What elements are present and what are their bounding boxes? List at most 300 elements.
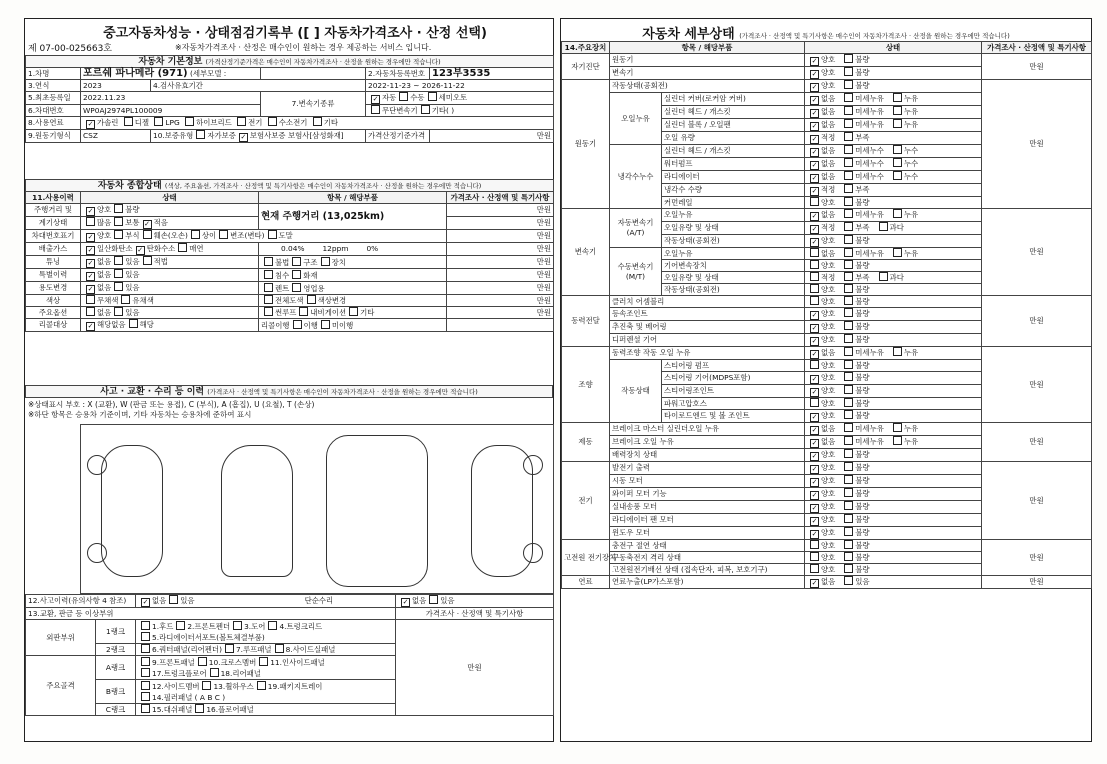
detail-status xyxy=(805,248,982,260)
status-option: 누유 xyxy=(903,424,919,433)
vin-value: WP0AJ2974PL100009 xyxy=(81,105,261,117)
status-option: 양호 xyxy=(821,373,836,382)
checkbox[interactable] xyxy=(264,307,273,316)
device-group: 동력전달 xyxy=(562,296,610,347)
accident-history-table: 12.사고이력(유의사항 4 참조) ✓ 없음 있음 단순수리 ✓ 없음 있음 13.교환, 판금 등 이상부위 가격조사 · 산정액 및 특기사항 외판부위 1랭크 1.후드 2.프론트펜더 3.도어 4.트렁크리드 5.라디에이터서포트(볼트체결부품) 만원 2랭크 6.쿼터패널(리어펜더) 7.루프패널 8.사이드실패널 주요골격 A랭크 9.프론트패널 10.크로스멤버 11.인사이드패널 17.트렁크플로어 18.리어패널 B랭크 12.사이드멤버 13.휠하우스 19.패키지트레이 14.필러패널 ( A B C ) C랭크 15.대쉬패널 16.플로어패널 xyxy=(25,594,554,716)
checkbox[interactable] xyxy=(86,307,95,316)
checkbox[interactable] xyxy=(844,171,853,180)
right-sheet xyxy=(560,18,1092,742)
detail-item: 작동상태(공회전) xyxy=(662,284,805,296)
status-option: 불량 xyxy=(855,515,870,524)
detail-status xyxy=(805,235,982,248)
checkbox[interactable] xyxy=(219,230,228,239)
checkbox[interactable] xyxy=(844,372,853,381)
checkbox[interactable] xyxy=(810,57,819,66)
checkbox[interactable] xyxy=(810,70,819,79)
checkbox[interactable] xyxy=(264,295,273,304)
checkbox[interactable] xyxy=(844,501,853,510)
detail-item: 스티어링 펌프 xyxy=(662,360,805,372)
checkbox[interactable] xyxy=(893,248,902,257)
status-option: 양호 xyxy=(821,322,836,331)
status-option: 불량 xyxy=(855,553,870,562)
checkbox[interactable] xyxy=(810,540,819,549)
checkbox[interactable] xyxy=(893,347,902,356)
checkbox[interactable] xyxy=(143,230,152,239)
first-reg-value: 2022.11.23 xyxy=(81,92,261,105)
checkbox[interactable] xyxy=(810,122,819,131)
validity-value: 2022-11-23 ~ 2026-11-22 xyxy=(366,80,554,92)
checkbox[interactable] xyxy=(810,187,819,196)
detail-item: 오일유량 및 상태 xyxy=(662,272,805,284)
checkbox[interactable] xyxy=(141,704,150,713)
checkbox[interactable] xyxy=(810,478,819,487)
checkbox[interactable] xyxy=(810,491,819,500)
detail-status-table xyxy=(561,41,1092,589)
checkbox[interactable] xyxy=(844,398,853,407)
checkbox[interactable] xyxy=(810,174,819,183)
checkbox[interactable] xyxy=(143,256,152,265)
checkbox[interactable] xyxy=(810,212,819,221)
checkbox[interactable] xyxy=(893,171,902,180)
car-name-label: 1.차명 xyxy=(26,68,81,80)
checkbox[interactable] xyxy=(844,296,853,305)
checkbox[interactable] xyxy=(321,320,330,329)
checkbox[interactable] xyxy=(810,350,819,359)
checkbox[interactable] xyxy=(185,117,194,126)
checkbox[interactable] xyxy=(844,385,853,394)
detail-item: 와이퍼 모터 기능 xyxy=(610,488,805,501)
checkbox[interactable] xyxy=(86,285,95,294)
checkbox[interactable] xyxy=(810,135,819,144)
detail-item: 실린더 블록 / 오일팬 xyxy=(662,119,805,132)
checkbox[interactable] xyxy=(810,517,819,526)
checkbox[interactable] xyxy=(129,319,138,328)
wheel-icon xyxy=(87,455,107,475)
checkbox[interactable] xyxy=(196,130,205,139)
detail-item: 실린더 헤드 / 개스킷 xyxy=(662,106,805,119)
checkbox[interactable] xyxy=(268,117,277,126)
status-option: 불량 xyxy=(855,81,870,90)
checkbox[interactable] xyxy=(810,284,819,293)
checkbox[interactable] xyxy=(429,595,438,604)
checkbox[interactable] xyxy=(810,552,819,561)
checkbox[interactable] xyxy=(810,161,819,170)
checkbox[interactable] xyxy=(844,260,853,269)
checkbox[interactable] xyxy=(844,552,853,561)
checkbox[interactable] xyxy=(844,67,853,76)
status-option: 불량 xyxy=(855,373,870,382)
sub-group: 오일누유 xyxy=(610,93,662,145)
detail-item: 작동상태(공회전) xyxy=(610,80,805,93)
checkbox[interactable] xyxy=(268,230,277,239)
status-option: 미세누유 xyxy=(855,348,884,357)
checkbox[interactable] xyxy=(114,230,123,239)
status-option: 미세누유 xyxy=(855,107,884,116)
checkbox[interactable] xyxy=(844,106,853,115)
checkbox[interactable] xyxy=(844,423,853,432)
col-status: 상태 xyxy=(805,42,982,54)
detail-item: 오일누유 xyxy=(662,209,805,222)
device-group: 제동 xyxy=(562,423,610,462)
price-cell: 만원 xyxy=(982,80,1092,209)
col-usage: 11.사용이력 xyxy=(26,192,81,204)
checkbox[interactable] xyxy=(844,321,853,330)
checkbox[interactable] xyxy=(114,269,123,278)
detail-status xyxy=(805,54,982,67)
checkbox[interactable] xyxy=(141,632,150,641)
checkbox[interactable] xyxy=(844,462,853,471)
checkbox[interactable] xyxy=(399,92,408,101)
status-option: 양호 xyxy=(821,463,836,472)
col-item: 항목 / 해당부품 xyxy=(259,192,447,204)
basic-info-table: 자동차 기본정보 (가격산정기준가격은 매수인이 자동차가격조사 · 산정을 원하는 경우에만 적습니다) 1.차명 포르쉐 파나메라 (971) (세부모델 : 2.자동차등록번호 123부3535 3.연식 2023 4.검사유효기간 2022-11-23 ~ 2026-11-22 5.최초등록일 2022.11.23 7.변속기종류 ✓자동 수동 세미오토 6.차대번호 WP0AJ2974PL100009 무단변속기 기타( ) 8.사용연료 ✓ 가솔린 디젤 LPG 하이브리드 전기 수소전기 기타 9.원동기형식 CSZ 10.보증유형 자가보증✓ 보험사보증 보험사[삼성화재] 가격산정기준가격 만원 xyxy=(25,55,554,143)
checkbox[interactable] xyxy=(191,230,200,239)
detail-status xyxy=(805,334,982,347)
outer-panel-label: 외판부위 xyxy=(26,620,96,656)
checkbox[interactable] xyxy=(810,375,819,384)
checkbox[interactable] xyxy=(844,514,853,523)
checkbox[interactable] xyxy=(264,283,273,292)
checkbox[interactable] xyxy=(810,337,819,346)
checkbox[interactable] xyxy=(844,410,853,419)
checkbox[interactable] xyxy=(257,681,266,690)
checkbox[interactable] xyxy=(810,452,819,461)
checkbox[interactable] xyxy=(237,117,246,126)
checkbox[interactable] xyxy=(233,621,242,630)
status-option: 부족 xyxy=(855,185,870,194)
checkbox[interactable] xyxy=(893,106,902,115)
checkbox[interactable] xyxy=(264,270,273,279)
checkbox[interactable] xyxy=(810,238,819,247)
detail-status xyxy=(805,501,982,514)
detail-item: 등속조인트 xyxy=(610,308,805,321)
base-price-unit: 만원 xyxy=(430,130,554,143)
detail-status xyxy=(805,436,982,449)
detail-title: 자동차 세부상태 (가격조사 · 산정액 및 특기사항은 매수인이 자동차가격조사 · 산정을 원하는 경우에만 적습니다) xyxy=(642,27,1010,42)
checkbox[interactable] xyxy=(401,598,410,607)
checkbox[interactable] xyxy=(844,197,853,206)
status-option: 누수 xyxy=(903,146,919,155)
checkbox[interactable] xyxy=(136,246,145,255)
checkbox[interactable] xyxy=(810,260,819,269)
status-option: 양호 xyxy=(821,386,836,395)
checkbox[interactable] xyxy=(210,668,219,677)
status-option: 양호 xyxy=(821,55,836,64)
checkbox[interactable] xyxy=(844,272,853,281)
checkbox[interactable] xyxy=(893,209,902,218)
checkbox[interactable] xyxy=(893,93,902,102)
detail-row xyxy=(562,540,1092,552)
checkbox[interactable] xyxy=(810,465,819,474)
status-option: 불량 xyxy=(855,565,870,574)
detail-item: 파워고압호스 xyxy=(662,398,805,410)
checkbox[interactable] xyxy=(844,347,853,356)
checkbox[interactable] xyxy=(275,644,284,653)
detail-status xyxy=(805,462,982,475)
detail-item: 클러치 어셈블리 xyxy=(610,296,805,308)
status-option: 없음 xyxy=(821,146,836,155)
checkbox[interactable] xyxy=(810,324,819,333)
document-number: 제 07-00-025663호 xyxy=(28,44,113,54)
sub-group: 작동상태 xyxy=(610,360,662,423)
status-option: 없음 xyxy=(821,107,836,116)
checkbox[interactable] xyxy=(810,504,819,513)
checkbox[interactable] xyxy=(844,564,853,573)
detail-status xyxy=(805,372,982,385)
checkbox[interactable] xyxy=(844,436,853,445)
checkbox[interactable] xyxy=(810,248,819,257)
status-option: 양호 xyxy=(821,399,836,408)
checkbox[interactable] xyxy=(202,681,211,690)
status-option: 불량 xyxy=(855,309,870,318)
checkbox[interactable] xyxy=(844,284,853,293)
year-label: 3.연식 xyxy=(26,80,81,92)
checkbox[interactable] xyxy=(810,225,819,234)
status-option: 양호 xyxy=(821,502,836,511)
status-option: 불량 xyxy=(855,399,870,408)
checkbox[interactable] xyxy=(810,296,819,305)
device-group: 조향 xyxy=(562,347,610,423)
checkbox[interactable] xyxy=(259,657,268,666)
checkbox[interactable] xyxy=(844,527,853,536)
checkbox[interactable] xyxy=(844,235,853,244)
checkbox[interactable] xyxy=(86,246,95,255)
status-option: 없음 xyxy=(821,348,836,357)
form-title: 중고자동차성능 · 상태점검기록부 ([ ] 자동차가격조사 · 산정 선택) xyxy=(103,26,487,41)
detail-item: 발전기 출력 xyxy=(610,462,805,475)
checkbox[interactable] xyxy=(86,207,95,216)
checkbox[interactable] xyxy=(810,579,819,588)
checkbox[interactable] xyxy=(844,80,853,89)
checkbox[interactable] xyxy=(371,105,380,114)
checkbox[interactable] xyxy=(844,145,853,154)
checkbox[interactable] xyxy=(313,117,322,126)
checkbox[interactable] xyxy=(86,272,95,281)
checkbox[interactable] xyxy=(810,398,819,407)
detail-row xyxy=(562,576,1092,589)
checkbox[interactable] xyxy=(810,439,819,448)
checkbox[interactable] xyxy=(810,388,819,397)
detail-status xyxy=(805,475,982,488)
checkbox[interactable] xyxy=(893,436,902,445)
checkbox[interactable] xyxy=(428,92,437,101)
checkbox[interactable] xyxy=(86,217,95,226)
detail-status xyxy=(805,576,982,589)
checkbox[interactable] xyxy=(844,222,853,231)
status-option: 누수 xyxy=(903,159,919,168)
status-option: 없음 xyxy=(821,120,836,129)
checkbox[interactable] xyxy=(239,133,248,142)
checkbox[interactable] xyxy=(810,197,819,206)
checkbox[interactable] xyxy=(292,270,301,279)
detail-row xyxy=(562,54,1092,67)
checkbox[interactable] xyxy=(810,83,819,92)
detail-status xyxy=(805,106,982,119)
checkbox[interactable] xyxy=(893,119,902,128)
car-top-view xyxy=(326,435,428,587)
checkbox[interactable] xyxy=(141,644,150,653)
checkbox[interactable] xyxy=(844,308,853,317)
checkbox[interactable] xyxy=(844,209,853,218)
status-option: 양호 xyxy=(821,411,836,420)
checkbox[interactable] xyxy=(143,220,152,229)
detail-item: 실린더 헤드 / 개스킷 xyxy=(662,145,805,158)
fuel-options: ✓ 가솔린 디젤 LPG 하이브리드 전기 수소전기 기타 xyxy=(81,117,554,130)
checkbox[interactable] xyxy=(178,243,187,252)
vin-label: 6.차대번호 xyxy=(26,105,81,117)
checkbox[interactable] xyxy=(268,621,277,630)
status-option: 미세누유 xyxy=(855,94,884,103)
checkbox[interactable] xyxy=(86,259,95,268)
document-note: ※자동차가격조사 · 산정은 매수인이 원하는 경우 제공하는 서비스 입니다. xyxy=(175,43,432,52)
checkbox[interactable] xyxy=(293,320,302,329)
basic-info-heading: 자동차 기본정보 (가격산정기준가격은 매수인이 자동차가격조사 · 산정을 원하는 경우에만 적습니다) xyxy=(26,56,554,68)
detail-item: 타이로드엔드 및 볼 조인트 xyxy=(662,410,805,423)
checkbox[interactable] xyxy=(198,657,207,666)
legend-note: ※하단 항목은 승용차 기준이며, 기타 자동차는 승용차에 준하여 표시 xyxy=(28,410,252,419)
detail-status xyxy=(805,527,982,540)
checkbox[interactable] xyxy=(893,145,902,154)
checkbox[interactable] xyxy=(844,334,853,343)
status-option: 미세누수 xyxy=(855,172,884,181)
detail-item: 변속기 xyxy=(610,67,805,80)
checkbox[interactable] xyxy=(371,95,380,104)
checkbox[interactable] xyxy=(879,272,888,281)
car-name-value: 포르쉐 파나메라 (971) xyxy=(83,67,188,79)
checkbox[interactable] xyxy=(810,272,819,281)
checkbox[interactable] xyxy=(844,93,853,102)
status-option: 양호 xyxy=(821,528,836,537)
checkbox[interactable] xyxy=(141,621,150,630)
detail-status xyxy=(805,145,982,158)
checkbox[interactable] xyxy=(299,307,308,316)
price-cell: 만원 xyxy=(982,462,1092,540)
checkbox[interactable] xyxy=(893,158,902,167)
checkbox[interactable] xyxy=(810,413,819,422)
main-frame-label: 주요골격 xyxy=(26,656,96,716)
checkbox[interactable] xyxy=(176,621,185,630)
checkbox[interactable] xyxy=(86,322,95,331)
detail-model-label: (세부모델 : xyxy=(189,68,227,78)
checkbox[interactable] xyxy=(195,704,204,713)
status-option: 양호 xyxy=(821,361,836,370)
checkbox[interactable] xyxy=(810,426,819,435)
col-price: 가격조사 · 산정액 및 특기사항 xyxy=(447,192,554,204)
checkbox[interactable] xyxy=(844,248,853,257)
checkbox[interactable] xyxy=(844,540,853,549)
first-reg-label: 5.최초등록일 xyxy=(26,92,81,105)
checkbox[interactable] xyxy=(810,148,819,157)
checkbox[interactable] xyxy=(844,54,853,63)
checkbox[interactable] xyxy=(292,283,301,292)
detail-item: 실린더 커버(로커암 커버) xyxy=(662,93,805,106)
checkbox[interactable] xyxy=(114,282,123,291)
checkbox[interactable] xyxy=(810,360,819,369)
checkbox[interactable] xyxy=(844,184,853,193)
checkbox[interactable] xyxy=(321,257,330,266)
status-option: 불량 xyxy=(855,489,870,498)
status-option: 부족 xyxy=(855,223,870,232)
checkbox[interactable] xyxy=(844,576,853,585)
checkbox[interactable] xyxy=(141,668,150,677)
checkbox[interactable] xyxy=(307,295,316,304)
detail-item: 배력장치 상태 xyxy=(610,449,805,462)
checkbox[interactable] xyxy=(810,96,819,105)
detail-status xyxy=(805,158,982,171)
checkbox[interactable] xyxy=(844,449,853,458)
price-cell: 만원 xyxy=(982,423,1092,462)
checkbox[interactable] xyxy=(893,423,902,432)
checkbox[interactable] xyxy=(154,117,163,126)
checkbox[interactable] xyxy=(169,595,178,604)
accident-heading-table xyxy=(25,385,553,398)
detail-item: 워터펌프 xyxy=(662,158,805,171)
checkbox[interactable] xyxy=(141,598,150,607)
checkbox[interactable] xyxy=(844,360,853,369)
checkbox[interactable] xyxy=(114,307,123,316)
checkbox[interactable] xyxy=(86,233,95,242)
price-cell: 만원 xyxy=(982,576,1092,589)
checkbox[interactable] xyxy=(141,681,150,690)
detail-item: 작동상태(공회전) xyxy=(662,235,805,248)
checkbox[interactable] xyxy=(349,307,358,316)
checkbox[interactable] xyxy=(879,222,888,231)
status-option: 불량 xyxy=(855,285,870,294)
checkbox[interactable] xyxy=(421,105,430,114)
overall-heading: 자동차 종합상태 (색상, 주요옵션, 가격조사 · 산정액 및 특기사항은 매수인이 자동차가격조사 · 산정을 원하는 경우에만 적습니다) xyxy=(26,180,554,192)
detail-item: 브레이크 오일 누유 xyxy=(610,436,805,449)
checkbox[interactable] xyxy=(114,217,123,226)
checkbox[interactable] xyxy=(141,657,150,666)
checkbox[interactable] xyxy=(810,530,819,539)
detail-item: 오일누유 xyxy=(662,248,805,260)
status-option: 양호 xyxy=(821,541,836,550)
detail-row xyxy=(562,462,1092,475)
status-option: 불량 xyxy=(855,68,870,77)
detail-item: 추진축 및 베어링 xyxy=(610,321,805,334)
checkbox[interactable] xyxy=(810,564,819,573)
detail-item: 연료누출(LP가스포함) xyxy=(610,576,805,589)
status-option: 누유 xyxy=(903,107,919,116)
checkbox[interactable] xyxy=(114,256,123,265)
checkbox[interactable] xyxy=(124,117,133,126)
col-device: 14.주요장치 xyxy=(562,42,610,54)
checkbox[interactable] xyxy=(844,158,853,167)
device-group: 고전원 전기장치 xyxy=(562,540,610,576)
checkbox[interactable] xyxy=(844,132,853,141)
checkbox[interactable] xyxy=(114,204,123,213)
status-option: 누유 xyxy=(903,94,919,103)
checkbox[interactable] xyxy=(225,644,234,653)
checkbox[interactable] xyxy=(844,475,853,484)
checkbox[interactable] xyxy=(86,120,95,129)
checkbox[interactable] xyxy=(810,109,819,118)
status-option: 불량 xyxy=(855,297,870,306)
wheel-icon xyxy=(523,543,543,563)
checkbox[interactable] xyxy=(844,488,853,497)
detail-status xyxy=(805,321,982,334)
checkbox[interactable] xyxy=(810,311,819,320)
checkbox[interactable] xyxy=(86,295,95,304)
status-option: 없음 xyxy=(821,424,836,433)
checkbox[interactable] xyxy=(141,692,150,701)
checkbox[interactable] xyxy=(844,119,853,128)
status-option: 누유 xyxy=(903,210,919,219)
detail-item: 브레이크 마스터 실린더오일 누유 xyxy=(610,423,805,436)
checkbox[interactable] xyxy=(264,257,273,266)
checkbox[interactable] xyxy=(121,295,130,304)
checkbox[interactable] xyxy=(292,257,301,266)
